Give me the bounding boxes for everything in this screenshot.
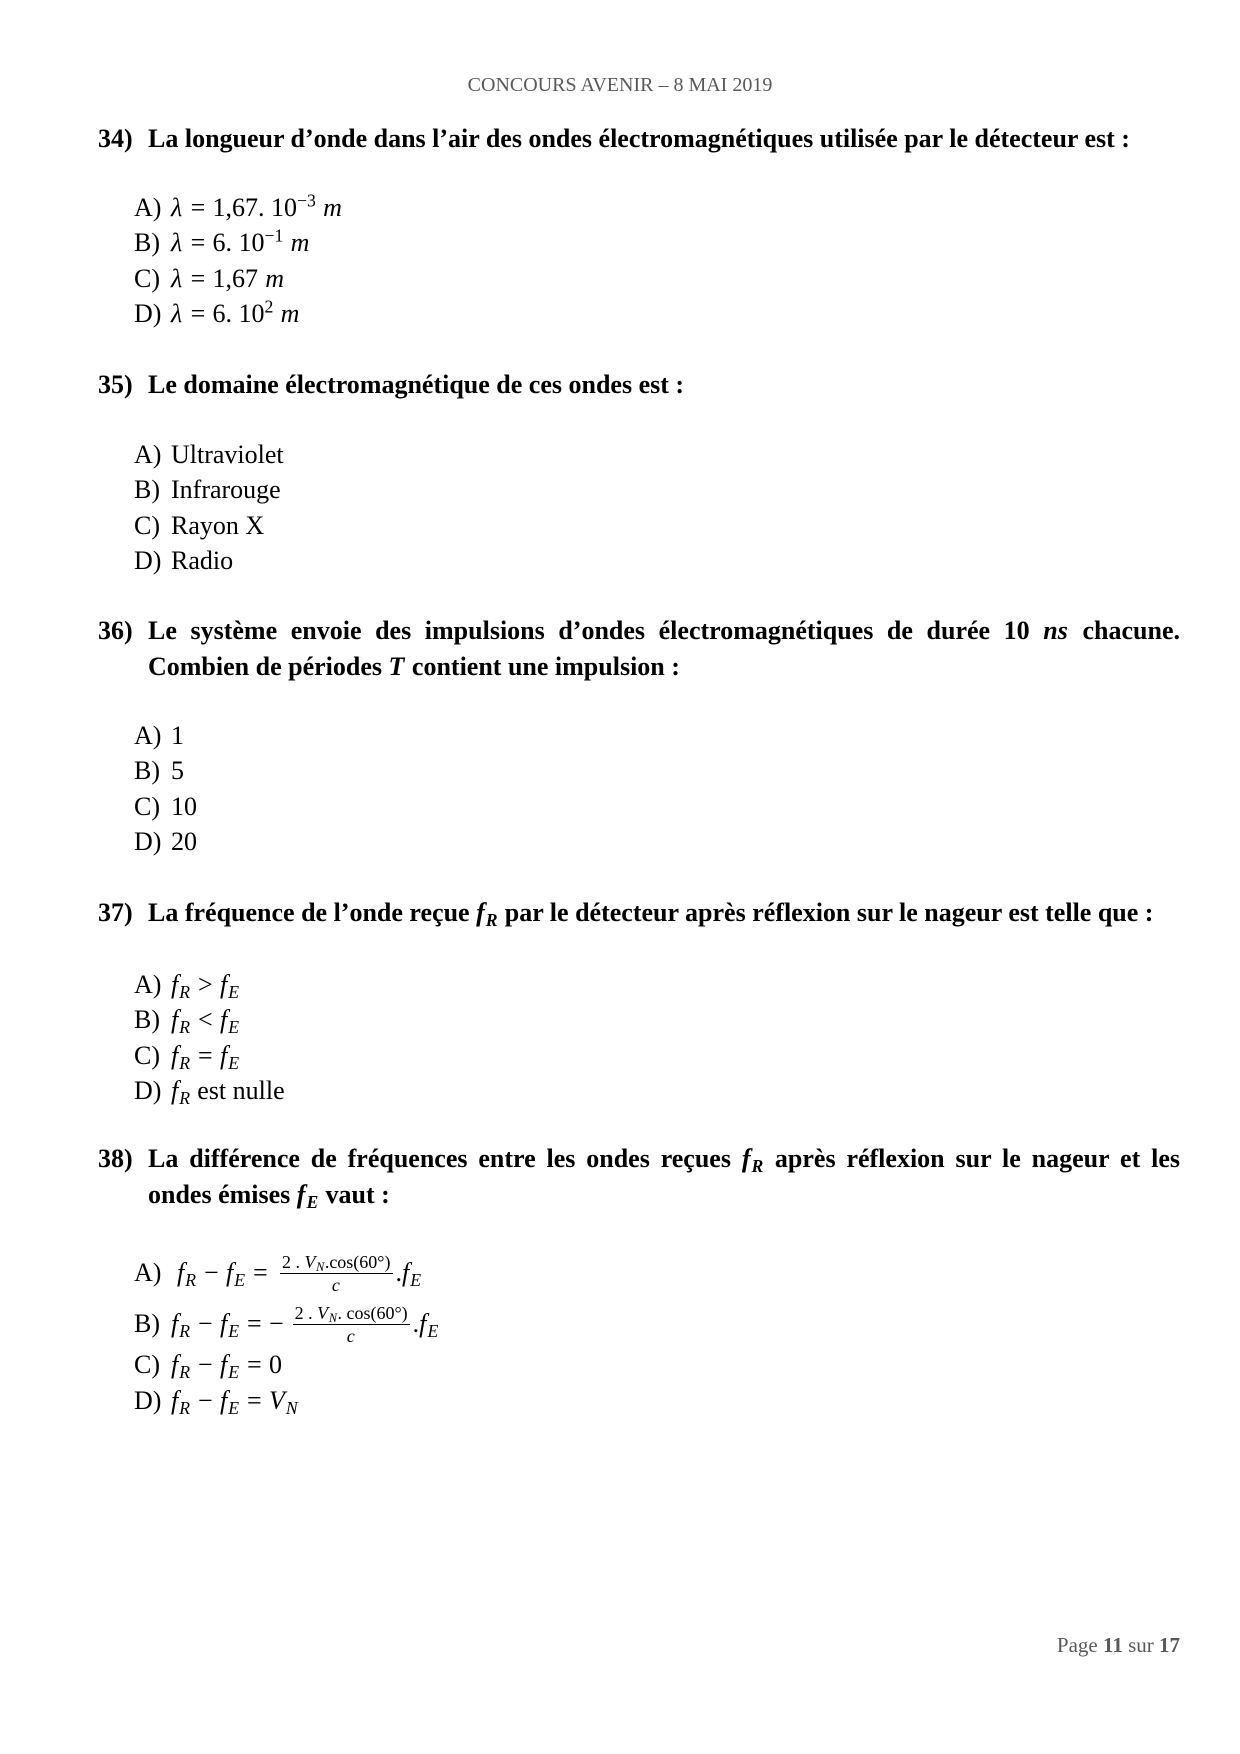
option-formula	[171, 225, 310, 260]
relation-sign: >	[198, 970, 213, 999]
equals-sign: =	[247, 1309, 262, 1338]
numeric-value: 1,67	[212, 263, 258, 293]
subscript: R	[179, 1320, 191, 1341]
frequency-variable: f	[171, 1309, 179, 1338]
option-text: 1	[171, 721, 184, 750]
subscript: E	[228, 1052, 240, 1073]
subscript: N	[316, 1259, 325, 1274]
frequency-variable: f	[219, 1309, 228, 1338]
option-formula	[171, 967, 240, 1002]
current-page: 11	[1102, 1633, 1123, 1657]
text-segment: . cos(60°)	[337, 1302, 408, 1323]
option-d	[134, 1073, 285, 1108]
option-text: Infrarouge	[171, 475, 281, 505]
question-text	[148, 1141, 1180, 1213]
lambda-symbol: λ	[171, 263, 183, 293]
option-text: est nulle	[197, 1075, 285, 1105]
fraction	[293, 1303, 410, 1346]
question-line: La longueur d’onde dans l’air des ondes électromagnétiques utilisée par le détecteur est :	[148, 124, 1130, 153]
question-text	[148, 613, 1180, 685]
negative-sign: −	[268, 1309, 284, 1338]
text-segment: Combien de périodes	[148, 652, 382, 681]
option-formula	[171, 1383, 298, 1419]
option-formula	[171, 1038, 240, 1073]
frequency-variable: f	[219, 1386, 228, 1415]
option-letter: C)	[134, 1350, 160, 1379]
option-letter: B)	[134, 756, 160, 786]
frequency-variable: f	[219, 1005, 228, 1035]
option-a	[134, 718, 197, 753]
frequency-variable: f	[171, 1350, 179, 1379]
subscript: R	[179, 1361, 191, 1382]
frequency-variable: f	[741, 1144, 751, 1173]
page-footer	[1057, 1632, 1180, 1658]
subscript: R	[485, 909, 498, 930]
option-a	[134, 190, 343, 225]
frequency-variable: f	[476, 898, 485, 927]
frequency-variable: f	[171, 1040, 179, 1070]
option-d	[134, 824, 197, 859]
unit: m	[280, 298, 300, 328]
option-formula	[171, 1002, 240, 1037]
question-34-options	[134, 190, 343, 331]
option-formula	[171, 190, 343, 225]
subscript: E	[228, 981, 240, 1002]
text-segment: Le système envoie des impulsions d’ondes électromagnétiques de durée 10	[148, 616, 1030, 645]
text-segment: 2 .	[294, 1302, 318, 1323]
question-37	[98, 895, 1180, 931]
page-label: Page	[1056, 1633, 1098, 1657]
question-number: 35)	[98, 370, 133, 399]
subscript: E	[234, 1269, 246, 1290]
text-segment: La différence de fréquences entre les ondes reçues	[148, 1144, 731, 1173]
option-letter: D)	[134, 1075, 162, 1105]
question-number: 34)	[98, 124, 133, 153]
lambda-symbol: λ	[171, 193, 183, 222]
minus-sign: −	[198, 1350, 213, 1379]
option-text: Radio	[171, 545, 234, 575]
frequency-variable: f	[171, 1075, 179, 1105]
subscript: R	[751, 1155, 764, 1176]
question-number: 37)	[98, 898, 133, 927]
option-letter: D)	[134, 1386, 162, 1415]
option-d	[134, 296, 343, 331]
frequency-variable: f	[219, 1350, 228, 1379]
subscript: R	[179, 1397, 191, 1418]
question-36-options	[134, 718, 197, 859]
equals-sign: =	[253, 1258, 268, 1287]
option-d	[134, 1376, 298, 1426]
option-letter: A)	[134, 970, 162, 999]
option-letter: C)	[134, 510, 160, 540]
text-segment: chacune.	[1082, 616, 1181, 645]
minus-sign: −	[198, 1386, 213, 1415]
option-c	[134, 789, 197, 824]
subscript: E	[306, 1191, 319, 1212]
question-number: 38)	[98, 1144, 133, 1173]
option-formula	[171, 1073, 285, 1108]
text-segment: par le détecteur après réflexion sur le nageur est telle que :	[504, 898, 1154, 927]
question-number: 36)	[98, 616, 133, 645]
subscript: R	[179, 1017, 191, 1038]
frequency-variable: f	[219, 1040, 228, 1070]
option-text: 20	[171, 826, 197, 856]
subscript: R	[179, 981, 191, 1002]
formula-left	[171, 1255, 275, 1291]
option-c	[134, 1038, 285, 1073]
subscript: R	[185, 1269, 197, 1290]
option-c	[134, 508, 284, 543]
text-segment: La fréquence de l’onde reçue	[148, 898, 470, 927]
frequency-variable: f	[219, 970, 228, 999]
option-b	[134, 225, 343, 260]
equals-sign: =	[247, 1386, 262, 1415]
unit: m	[323, 193, 342, 222]
text-segment: ondes émises	[148, 1180, 291, 1209]
option-formula	[171, 296, 300, 331]
page-separator: sur	[1128, 1633, 1154, 1657]
period-variable: T	[388, 652, 405, 681]
option-letter: C)	[134, 1040, 160, 1070]
option-letter: C)	[134, 263, 160, 293]
unit-ns: ns	[1043, 616, 1068, 645]
subscript: E	[410, 1269, 422, 1290]
option-b	[134, 753, 197, 788]
question-line-2	[148, 1177, 1180, 1213]
option-letter: C)	[134, 791, 160, 821]
exponent: −1	[264, 225, 284, 246]
question-text	[148, 367, 1180, 403]
page-header: CONCOURS AVENIR – 8 MAI 2019	[467, 74, 773, 96]
minus-sign: −	[198, 1309, 213, 1338]
question-text	[148, 121, 1180, 157]
frequency-variable: f	[419, 1309, 427, 1338]
lambda-symbol: λ	[171, 228, 183, 258]
option-letter: A)	[134, 440, 162, 469]
exponent: −3	[297, 190, 316, 211]
question-34	[98, 121, 1180, 157]
equals-sign: =	[190, 298, 206, 328]
lambda-symbol: λ	[171, 298, 183, 328]
numeric-value: 6. 10	[212, 228, 265, 258]
question-text	[148, 895, 1180, 931]
option-letter: A)	[134, 721, 162, 750]
relation-sign: =	[198, 1040, 213, 1070]
equals-sign: =	[190, 228, 206, 258]
option-text: 5	[171, 756, 184, 786]
text-segment: .cos(60°)	[324, 1251, 391, 1272]
subscript: E	[427, 1320, 439, 1341]
exponent: 2	[264, 296, 274, 317]
option-letter: B)	[134, 228, 160, 258]
subscript: E	[228, 1320, 240, 1341]
frequency-variable: f	[171, 1005, 179, 1035]
equals-sign: =	[190, 193, 206, 222]
unit: m	[290, 228, 310, 258]
option-d	[134, 543, 284, 578]
equals-sign: =	[190, 263, 206, 293]
numeric-value: 6. 10	[212, 298, 265, 328]
minus-sign: −	[204, 1258, 219, 1287]
fraction	[280, 1252, 393, 1295]
speed-variable: V	[304, 1251, 316, 1272]
option-text: Ultraviolet	[171, 440, 284, 469]
subscript: E	[228, 1397, 240, 1418]
option-a	[134, 437, 284, 472]
option-letter: B)	[134, 475, 160, 505]
question-line-1	[148, 613, 1180, 649]
frequency-variable: f	[171, 970, 179, 999]
speed-variable: V	[317, 1302, 329, 1323]
question-35-options	[134, 437, 284, 578]
fraction-denominator: c	[346, 1325, 355, 1346]
numeric-value: 1,67. 10	[212, 193, 297, 222]
frequency-variable: f	[296, 1180, 306, 1209]
text-segment: vaut :	[325, 1180, 390, 1209]
total-pages: 17	[1159, 1633, 1180, 1657]
unit: m	[265, 263, 285, 293]
option-text: Rayon X	[171, 510, 265, 540]
question-38	[98, 1141, 1180, 1213]
question-36	[98, 613, 1180, 685]
option-text: 10	[171, 791, 197, 821]
text-segment: 2 .	[281, 1251, 305, 1272]
text-segment: après réflexion sur le nageur et les	[774, 1144, 1181, 1173]
subscript: R	[179, 1087, 191, 1108]
subscript: N	[328, 1310, 337, 1325]
formula-right	[396, 1255, 422, 1291]
frequency-variable: f	[171, 1386, 179, 1415]
formula-right	[413, 1306, 439, 1342]
subscript: E	[228, 1361, 240, 1382]
frequency-variable: f	[225, 1258, 234, 1287]
question-line-1	[148, 1141, 1180, 1177]
speed-variable: V	[268, 1386, 285, 1415]
frequency-variable: f	[402, 1258, 410, 1287]
option-b	[134, 1002, 285, 1037]
relation-sign: <	[198, 1005, 213, 1035]
option-letter: A)	[134, 193, 162, 222]
fraction-numerator	[293, 1303, 410, 1325]
option-letter: D)	[134, 826, 162, 856]
numeric-value: 0	[268, 1350, 282, 1379]
option-letter: B)	[134, 1005, 160, 1035]
subscript: R	[179, 1052, 191, 1073]
option-a	[134, 967, 285, 1002]
option-a	[134, 1248, 422, 1298]
subscript: N	[285, 1397, 298, 1418]
multiply-dot: .	[395, 1258, 402, 1287]
subscript: E	[228, 1017, 240, 1038]
option-letter: A)	[134, 1258, 162, 1287]
question-line	[148, 895, 1180, 931]
multiply-dot: .	[412, 1309, 420, 1338]
option-letter: B)	[134, 1309, 160, 1338]
option-letter: D)	[134, 545, 162, 575]
option-b	[134, 472, 284, 507]
frequency-variable: f	[177, 1258, 185, 1287]
option-formula	[171, 261, 285, 296]
fraction-numerator	[280, 1252, 393, 1274]
fraction-denominator: c	[331, 1274, 340, 1295]
question-37-options	[134, 967, 285, 1108]
formula-left	[171, 1306, 284, 1342]
question-line-2	[148, 649, 1180, 685]
question-35	[98, 367, 1180, 403]
question-line: Le domaine électromagnétique de ces ondes est :	[148, 370, 685, 399]
text-segment: contient une impulsion :	[411, 652, 680, 681]
option-c	[134, 261, 343, 296]
option-letter: D)	[134, 298, 162, 328]
equals-sign: =	[247, 1350, 262, 1379]
